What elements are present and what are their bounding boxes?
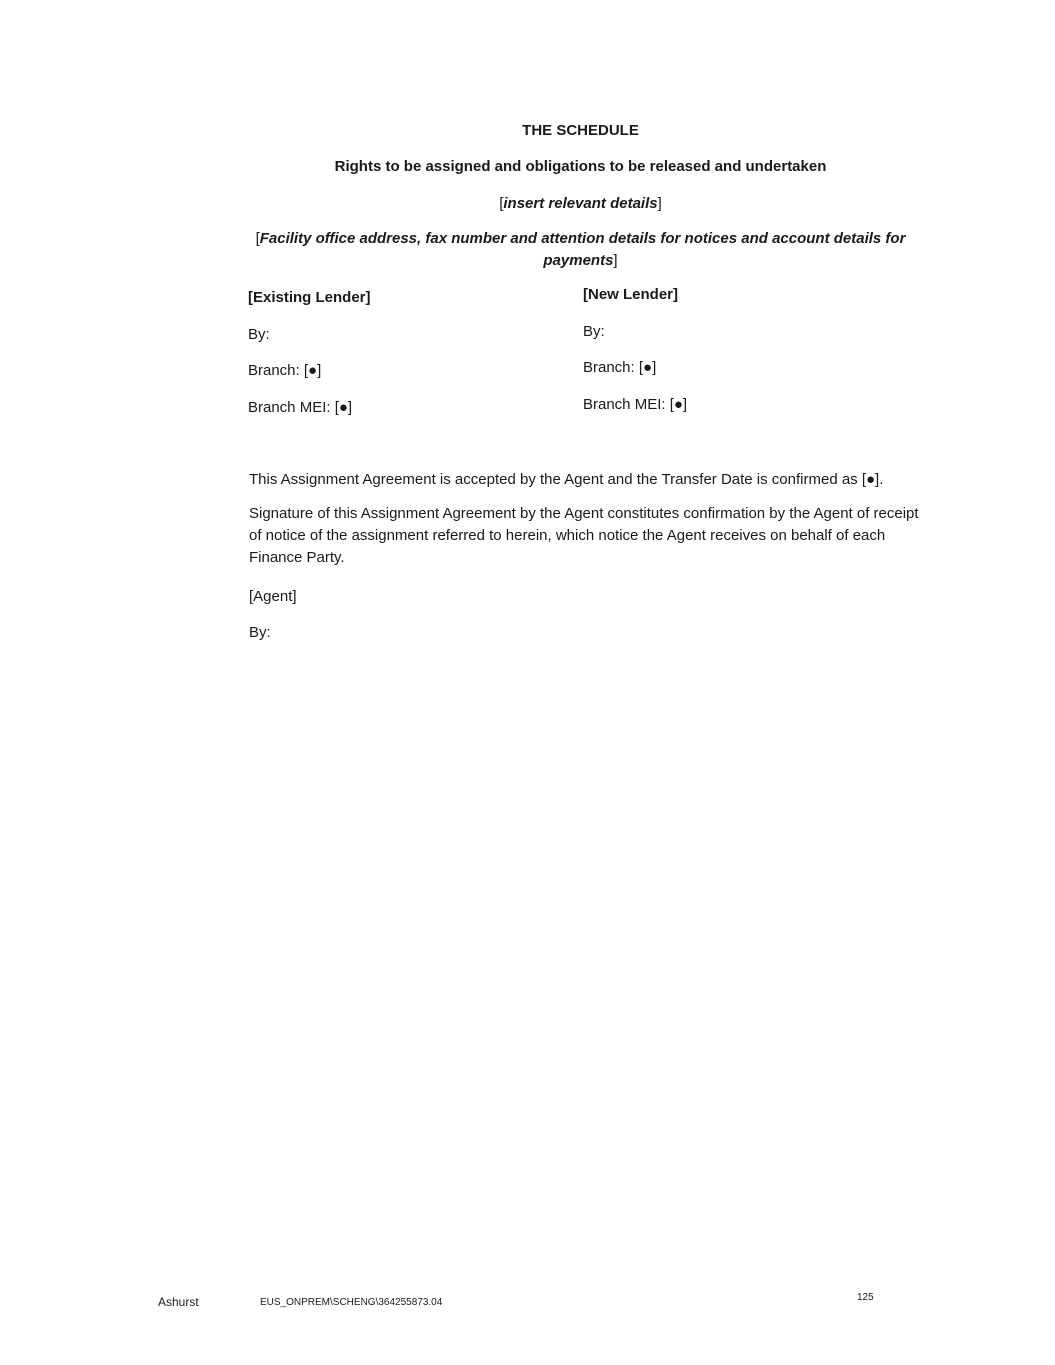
signature-paragraph: Signature of this Assignment Agreement by the Agent constitutes confirmation by the Agent of receipt of notice of the assignment referred to herein, which notice the Agent receives on behalf of each Finance Party. — [249, 505, 919, 566]
footer-firm-name: Ashurst — [158, 1295, 199, 1309]
insert-details-placeholder — [248, 193, 913, 215]
new-lender-branch-mei: Branch MEI: [●] — [583, 395, 688, 413]
footer-document-reference: EUS_ONPREM\SCHENG\364255873.04 — [260, 1297, 443, 1308]
existing-lender-block — [248, 287, 548, 433]
bracket-open: [ — [255, 230, 260, 247]
facility-details-placeholder — [248, 228, 913, 272]
footer-page-number: 125 — [857, 1292, 874, 1303]
new-lender-by: By: — [583, 322, 605, 340]
new-lender-branch: Branch: [●] — [583, 359, 657, 376]
existing-lender-branch-mei: Branch MEI: [●] — [248, 398, 353, 416]
new-lender-name: [New Lender] — [583, 286, 679, 303]
bracket-open: [ — [499, 195, 504, 212]
existing-lender-by: By: — [248, 325, 270, 343]
new-lender-block — [583, 284, 883, 430]
existing-lender-name: [Existing Lender] — [248, 289, 371, 306]
insert-details-text: insert relevant details — [503, 195, 658, 212]
facility-details-text: Facility office address, fax number and attention details for notices and account details for payments — [259, 230, 906, 269]
bracket-close: ] — [613, 252, 618, 269]
existing-lender-branch: Branch: [●] — [248, 362, 322, 379]
acceptance-paragraph: This Assignment Agreement is accepted by the Agent and the Transfer Date is confirmed as [●]. — [249, 471, 884, 488]
agent-label: [Agent] — [249, 588, 297, 605]
schedule-title: THE SCHEDULE — [522, 122, 639, 139]
bracket-close: ] — [657, 195, 662, 212]
schedule-subtitle: Rights to be assigned and obligations to be released and undertaken — [334, 158, 827, 175]
agent-by-label: By: — [249, 624, 271, 641]
